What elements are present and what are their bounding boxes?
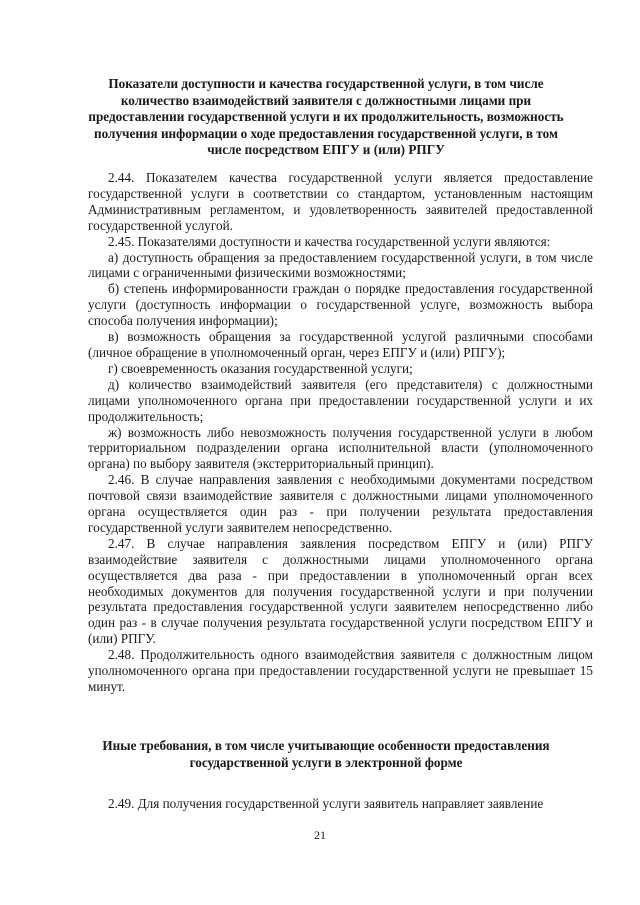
section-heading-other-requirements: Иные требования, в том числе учитывающие особенности предоставления государственной услуги в электронной форме	[102, 738, 550, 770]
list-item-zh: ж) возможность либо невозможность получения государственной услуги в любом территориальном подразделении органа исполнительной власти (уполномоченного органа) по выбору заявителя (экстерриториальный принцип).	[88, 424, 593, 472]
paragraph-2-47: 2.47. В случае направления заявления посредством ЕПГУ и (или) РПГУ взаимодействие заявителя с должностными лицами уполномоченного органа осуществляется два раза - при предоставлении в уполномоченный орган всех необходимых документов для получения государственной услуги и при получении результата предоставления государственной услуги заявителем непосредственно либо один раз - в случае получения результата государственной услуги посредством ЕПГУ и (или) РПГУ.	[88, 535, 593, 647]
paragraph-2-45: 2.45. Показателями доступности и качества государственной услуги являются:	[108, 233, 551, 249]
list-item-d: д) количество взаимодействий заявителя (его представителя) с должностными лицами уполномоченного органа при предоставлении государственной услуги и их продолжительность;	[88, 376, 593, 424]
list-item-a: а) доступность обращения за предоставлением государственной услуги, в том числе лицами с ограниченными физическими возможностями;	[88, 249, 593, 281]
list-item-b: б) степень информированности граждан о порядке предоставления государственной услуги (доступность информации о государственной услуге, возможность выбора способа получения информации);	[88, 281, 593, 329]
section-body-accessibility	[88, 170, 593, 695]
section-body-other-requirements	[88, 796, 593, 812]
section-heading-accessibility: Показатели доступности и качества государственной услуги, в том числе количество взаимодействий заявителя с должностными лицами при предоставлении государственной услуги и их продолжительность, возможность получения информации о ходе предоставления государственной услуги, в том числе посредством ЕПГУ и (или) РПГУ	[88, 76, 564, 158]
paragraph-2-48: 2.48. Продолжительность одного взаимодействия заявителя с должностным лицом уполномоченного органа при предоставлении государственной услуги не превышает 15 минут.	[88, 647, 593, 694]
paragraph-2-49: 2.49. Для получения государственной услуги заявитель направляет заявление	[108, 796, 544, 811]
paragraph-2-46: 2.46. В случае направления заявления с необходимыми документами посредством почтовой связи взаимодействие заявителя с должностными лицами уполномоченного органа осуществляется один раз - при получении результата предоставления государственной услуги заявителем непосредственно.	[88, 472, 593, 535]
list-item-g: г) своевременность оказания государственной услуги;	[108, 360, 413, 376]
list-item-v: в) возможность обращения за государственной услугой различными способами (личное обращение в уполномоченный орган, через ЕПГУ и (или) РПГУ);	[88, 329, 593, 360]
page-number: 21	[314, 828, 326, 842]
paragraph-2-44: 2.44. Показателем качества государственной услуги является предоставление государственной услуги в соответствии со стандартом, установленным настоящим Административным регламентом, и удовлетворенность заявителей предоставленной государственной услугой.	[88, 170, 593, 233]
